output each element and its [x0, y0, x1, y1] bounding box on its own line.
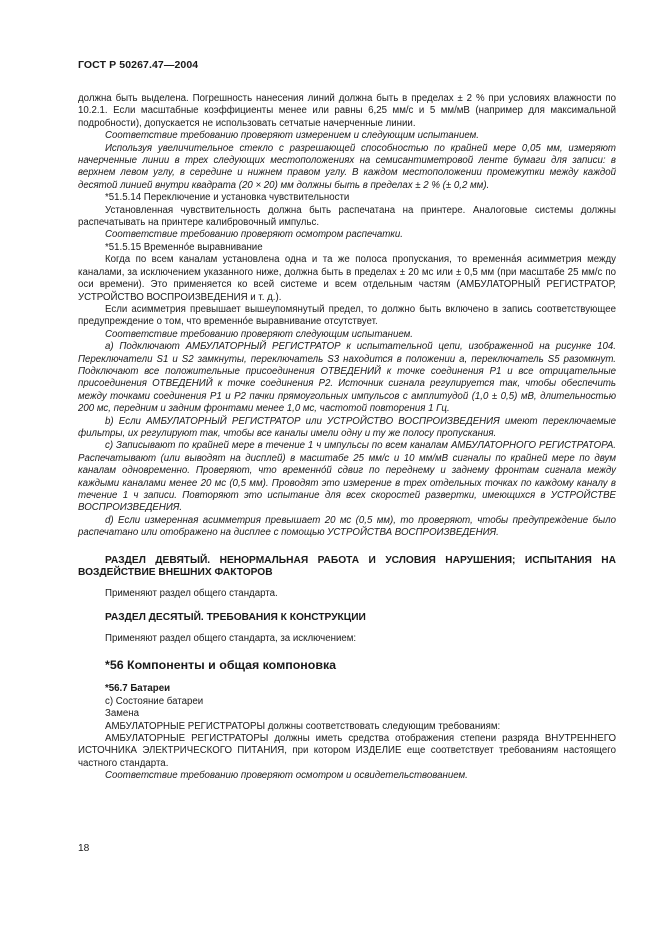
section-ten-title: РАЗДЕЛ ДЕСЯТЫЙ. ТРЕБОВАНИЯ К КОНСТРУКЦИИ [105, 612, 366, 624]
clause-56-7-line: АМБУЛАТОРНЫЕ РЕГИСТРАТОРЫ должны иметь средства отображения степени разряда ВНУТРЕННЕГО ИСТОЧНИКА ЭЛЕКТРИЧЕСКОГО ПИТАНИЯ, при котором ИЗДЕЛИЕ еще соответствует требованиям настоящего частного стандарта. [78, 733, 616, 769]
test-procedure: Используя увеличительное стекло с разрешающей способностью по крайней мере 0,05 мм, измеряют начерченные линии в трех следующих местоположениях на семисантиметровой ленте бумаги для записи: в верхнем левом углу, в середине и нижнем правом углу. В каждом местоположении промежутки между каждой десятой линией внутри квадрата (20 × 20) мм должны быть в пределах ± 2 % (± 0,2 мм). [78, 142, 616, 191]
clause-51-5-14-text: Установленная чувствительность должна быть распечатана на принтере. Аналоговые системы должны распечатывать на принтере калибровочный импульс. [78, 204, 616, 229]
asymmetry-warning-text: Если асимметрия превышает вышеупомянутый предел, то должно быть включено в запись соответствующее предупреждение о том, что временно́е выравнивание отсутствует. [78, 303, 616, 328]
clause-51-5-14-title: *51.5.14 Переключение и установка чувствительности [105, 192, 350, 204]
paragraph-continuation: должна быть выделена. Погрешность нанесения линий должна быть в пределах ± 2 % при условиях влажности по 10.2.1. Если масштабные коэффициенты менее или равны 6,25 мм/с и 5 мм/мВ (например для максимальной подробности), допускается не использовать сетчатые начерченные линии. [78, 93, 616, 129]
section-nine-title: РАЗДЕЛ ДЕВЯТЫЙ. НЕНОРМАЛЬНАЯ РАБОТА И УСЛОВИЯ НАРУШЕНИЯ; ИСПЫТАНИЯ НА ВОЗДЕЙСТВИЕ ВНЕШНИХ ФАКТОРОВ [78, 554, 616, 579]
test-step-a: а) Подключают АМБУЛАТОРНЫЙ РЕГИСТРАТОР к испытательной цепи, изображенной на рисунке 104. Переключатели S1 и S2 замкнуты, переключатель S3 находится в положении а, переключатель S5 разомкнут. Подключают все положительные присоединения ОТВЕДЕНИЙ к точке соединения Р1 и все отрицательные присоединения ОТВЕДЕНИЙ к точке соединения Р2. Источник сигнала регулируется так, чтобы обеспечить между точками соединения Р1 и Р2 пачки прямоугольных импульсов с амплитудой (1,0 ± 0,5) мВ, длительностью 200 мс, передним и задним фронтами менее 1,0 мс, частотой повторения 1 Гц. [78, 341, 616, 415]
compliance-note: Соответствие требованию проверяют измерением и следующим испытанием. [105, 130, 479, 142]
page-number: 18 [78, 843, 90, 854]
section-ten-text: Применяют раздел общего стандарта, за исключением: [105, 632, 357, 644]
clause-56-7-line: с) Состояние батареи [105, 695, 204, 707]
clause-56-7-line: АМБУЛАТОРНЫЕ РЕГИСТРАТОРЫ должны соответствовать следующим требованиям: [105, 720, 501, 732]
test-step-d: d) Если измеренная асимметрия превышает 20 мс (0,5 мм), то проверяют, чтобы предупреждение было распечатано или отображено на дисплее с помощью УСТРОЙСТВА ВОСПРОИЗВЕДЕНИЯ. [78, 514, 616, 539]
test-step-b: b) Если АМБУЛАТОРНЫЙ РЕГИСТРАТОР или УСТРОЙСТВО ВОСПРОИЗВЕДЕНИЯ имеют переключаемые фильтры, их регулируют так, чтобы все каналы имели одну и ту же полосу пропускания. [78, 415, 616, 439]
compliance-note: Соответствие требованию проверяют осмотром и освидетельствованием. [105, 770, 468, 782]
clause-56-7-line: Замена [105, 708, 140, 720]
clause-51-5-15-text: Когда по всем каналам установлена одна и та же полоса пропускания, то временна́я асимметрия между каналами, за исключением указанного ниже, должна быть в пределах ± 20 мс или ± 0,5 мм (при масштабе 25 мм/с по оси времени). Это применяется ко всей системе и всем отдельным частям (АМБУЛАТОРНЫЙ РЕГИСТРАТОР, УСТРОЙСТВО ВОСПРОИЗВЕДЕНИЯ и т. д.). [78, 254, 616, 303]
compliance-note: Соответствие требованию проверяют осмотром распечатки. [105, 229, 403, 241]
clause-56-7-title: *56.7 Батареи [105, 683, 171, 695]
standard-header: ГОСТ Р 50267.47—2004 [78, 59, 199, 71]
clause-56-title: *56 Компоненты и общая компоновка [105, 658, 337, 673]
clause-51-5-15-title: *51.5.15 Временно́е выравнивание [105, 241, 263, 253]
test-step-c: c) Записывают по крайней мере в течение 1 ч импульсы по всем каналам АМБУЛАТОРНОГО РЕГИСТРАТОРА. Распечатывают (или выводят на дисплей) в масштабе 25 мм/с и 10 мм/мВ сигналы по крайней мере по двум каналам одновременно. Проверяют, что временно́й сдвиг по переднему и заднему фронтам сигнала между каждыми каналами менее 20 мс (0,5 мм). Проводят это измерение в трех отдельных точках по каждому каналу в течение 1 ч записи. Повторяют это испытание для всех скоростей развертки, имеющихся в УСТРОЙСТВЕ ВОСПРОИЗВЕДЕНИЯ. [78, 440, 616, 514]
document-body [78, 93, 616, 783]
compliance-note: Соответствие требованию проверяют следующим испытанием. [105, 328, 413, 340]
section-nine-text: Применяют раздел общего стандарта. [105, 587, 278, 599]
